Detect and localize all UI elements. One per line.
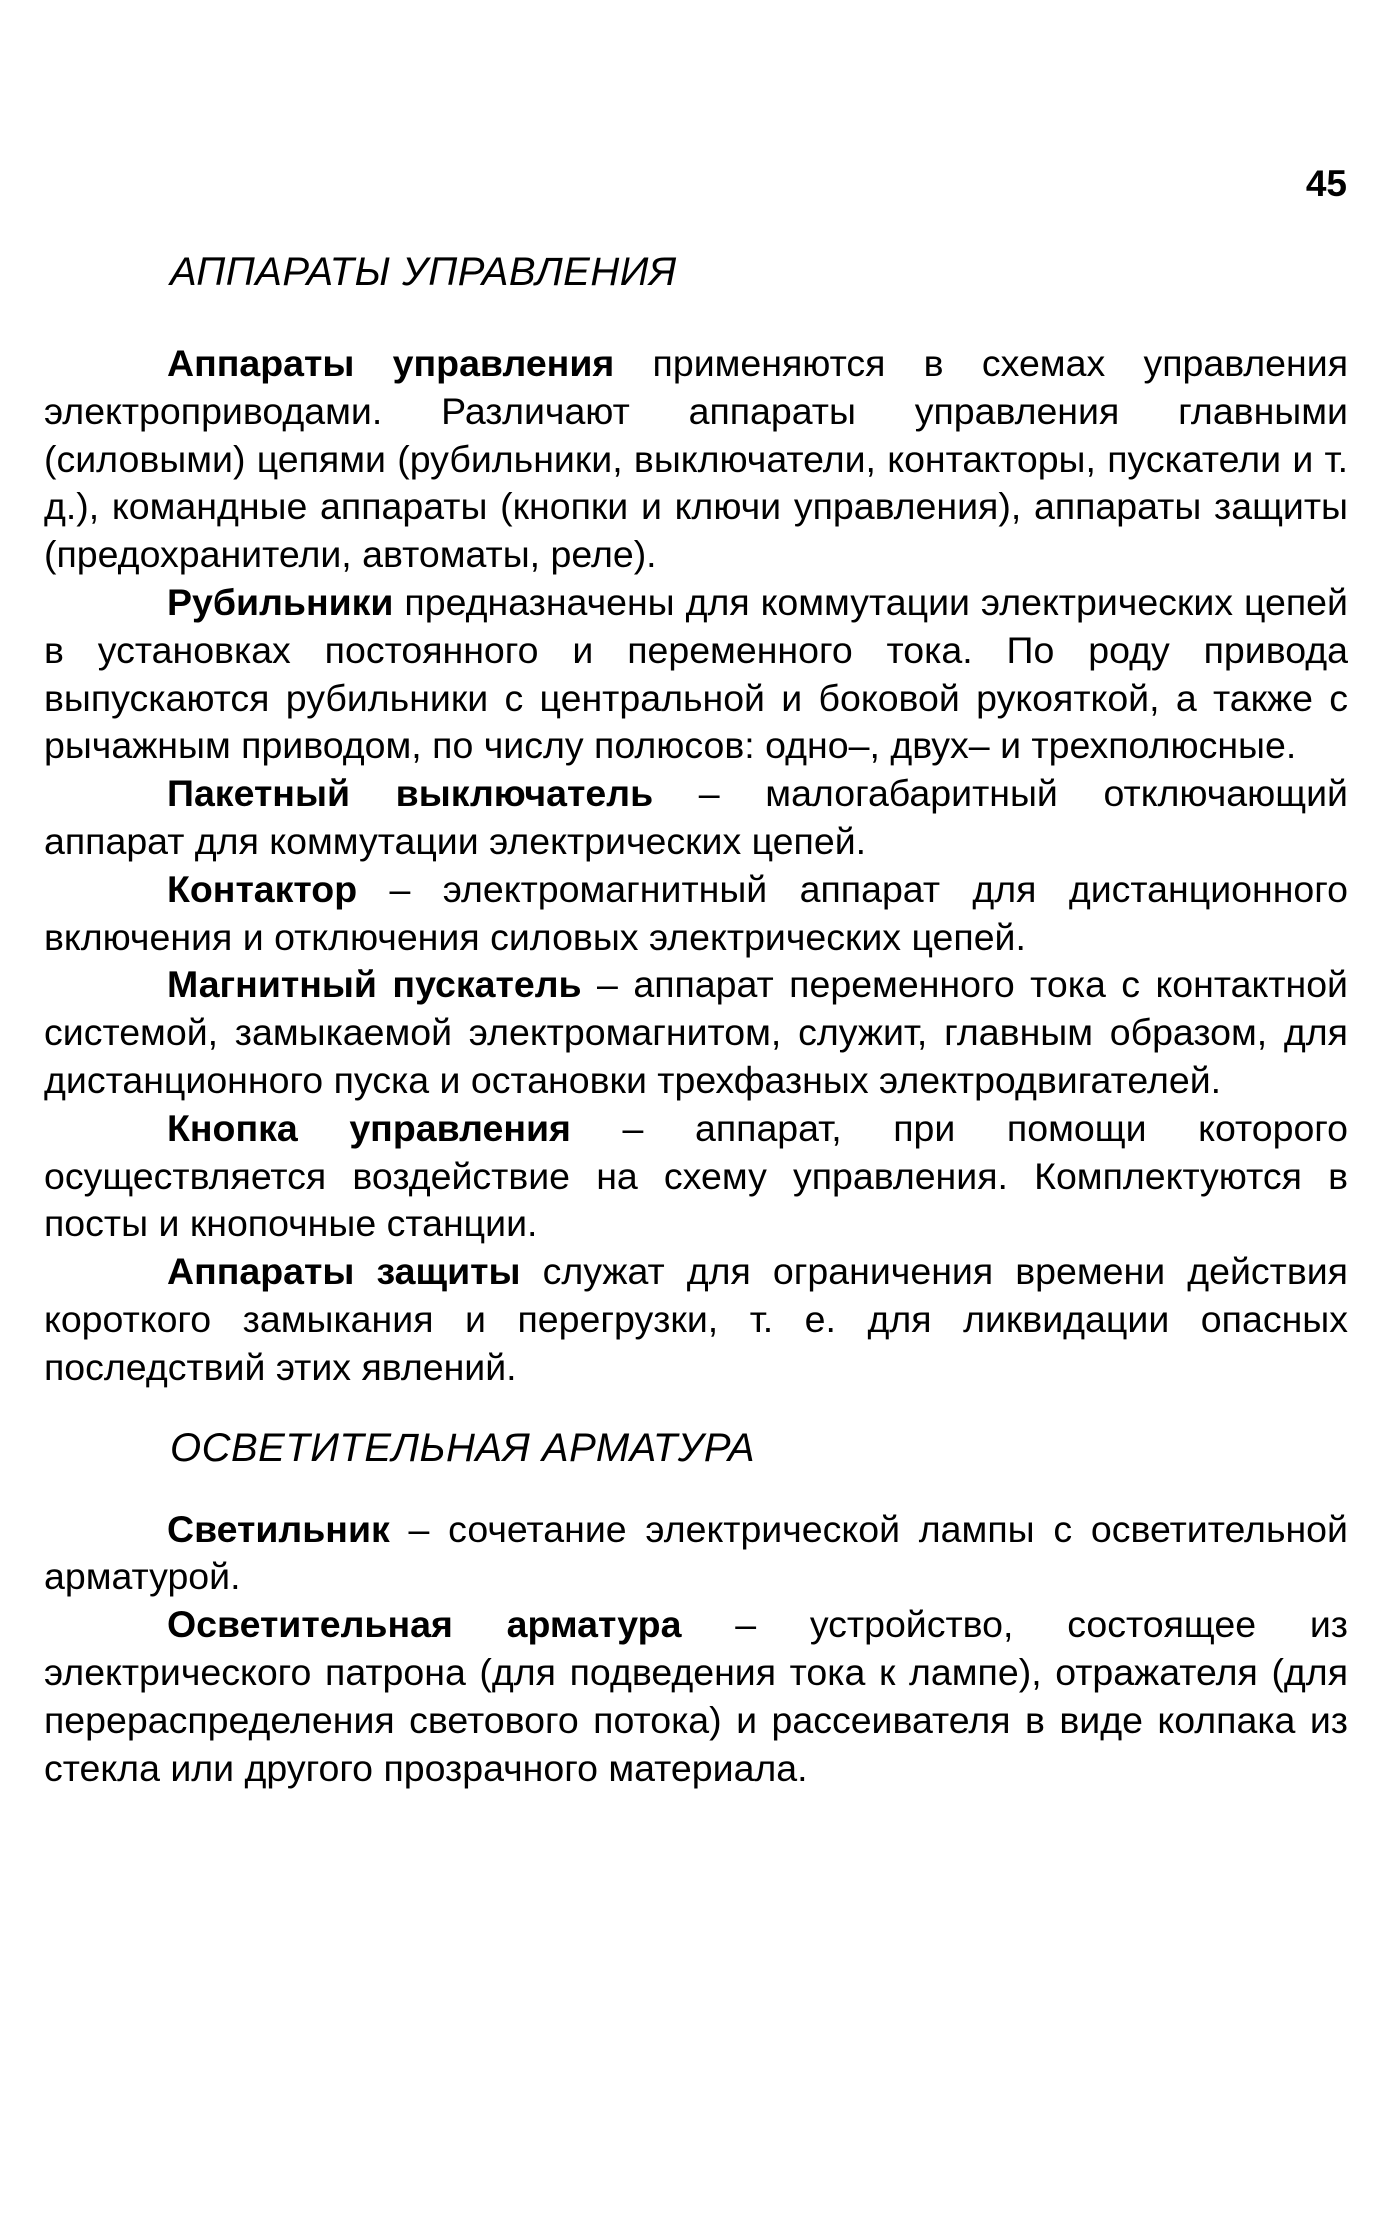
definition-control-devices: применяются в схемах управления электроприводами. Различают аппараты управления главными (силовыми) цепями (рубильники, выключатели, контакторы, пускатели и т. д.), командные аппараты (кнопки и ключи управления), аппараты защиты (предохранители, автоматы, реле). bbox=[44, 342, 1348, 576]
term-luminaire: Светильник bbox=[167, 1507, 390, 1550]
definition-control-button: – аппарат, при помощи которого осуществляется воздействие на схему управления. Комплектуются в посты и кнопочные станции. bbox=[44, 1106, 1349, 1245]
term-control-devices: Аппараты управления bbox=[167, 342, 615, 384]
paragraph-lighting-fixture bbox=[44, 1601, 1348, 1792]
paragraph-packet-switch bbox=[44, 770, 1348, 866]
definition-protection-devices: служат для ограничения времени действия короткого замыкания и перегрузки, т. е. для ликвидации опасных последствий этих явлений. bbox=[44, 1250, 1348, 1388]
term-knife-switches: Рубильники bbox=[167, 580, 394, 623]
page-number: 45 bbox=[1305, 163, 1347, 204]
term-magnetic-starter: Магнитный пускатель bbox=[167, 963, 582, 1006]
page-body bbox=[44, 242, 1348, 1792]
paragraph-knife-switches bbox=[44, 579, 1348, 770]
paragraph-control-devices bbox=[44, 340, 1348, 579]
definition-lighting-fixture: – устройство, состоящее из электрического патрона (для подведения тока к лампе), отражателя (для перераспределения светового потока) и рассеивателя в виде колпака из стекла или другого прозрачного материала. bbox=[44, 1603, 1348, 1789]
term-control-button: Кнопка управления bbox=[167, 1106, 571, 1149]
paragraph-control-button bbox=[44, 1105, 1348, 1248]
term-packet-switch: Пакетный выключатель bbox=[167, 772, 654, 815]
term-contactor: Контактор bbox=[167, 867, 358, 910]
term-protection-devices: Аппараты защиты bbox=[167, 1250, 521, 1293]
term-lighting-fixture: Осветительная арматура bbox=[167, 1603, 682, 1646]
paragraph-contactor bbox=[44, 866, 1348, 962]
paragraph-magnetic-starter bbox=[44, 961, 1348, 1104]
definition-magnetic-starter: – аппарат переменного тока с контактной системой, замыкаемой электромагнитом, служит, главным образом, для дистанционного пуска и остановки трехфазных электродвигателей. bbox=[44, 963, 1348, 1101]
paragraph-protection-devices bbox=[44, 1248, 1348, 1391]
definition-contactor: – электромагнитный аппарат для дистанционного включения и отключения силовых электрических цепей. bbox=[44, 867, 1348, 958]
paragraph-luminaire bbox=[44, 1506, 1348, 1602]
section-heading-lighting-fixtures: ОСВЕТИТЕЛЬНАЯ АРМАТУРА bbox=[170, 1425, 756, 1470]
definition-knife-switches: предназначены для коммутации электрических цепей в установках постоянного и переменного тока. По роду привода выпускаются рубильники с центральной и боковой рукояткой, а также с рычажным приводом, по числу полюсов: одно–, двух– и трехполюсные. bbox=[44, 580, 1348, 767]
definition-luminaire: – сочетание электрической лампы с осветительной арматурой. bbox=[44, 1507, 1348, 1598]
definition-packet-switch: – малогабаритный отключающий аппарат для коммутации электрических цепей. bbox=[44, 772, 1348, 862]
section-heading-control-devices: АППАРАТЫ УПРАВЛЕНИЯ bbox=[170, 250, 677, 294]
